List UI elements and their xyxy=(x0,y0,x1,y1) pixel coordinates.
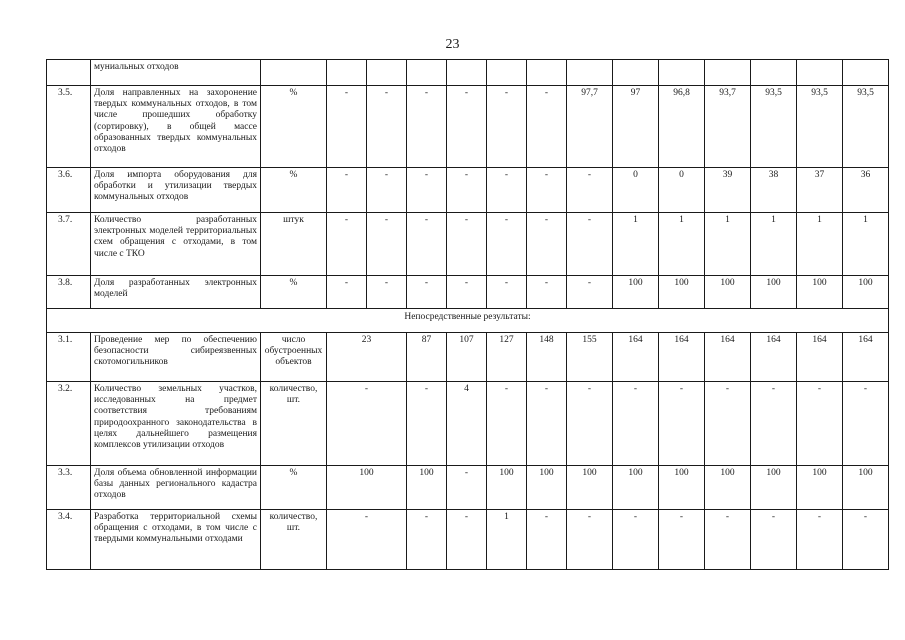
unit-cell: штук xyxy=(261,213,327,276)
value-cell xyxy=(407,60,447,86)
table-row xyxy=(47,333,889,382)
section-header: Непосредственные результаты: xyxy=(47,309,889,333)
value-cell: - xyxy=(843,382,889,466)
value-cell xyxy=(659,60,705,86)
value-cell: 155 xyxy=(567,333,613,382)
value-cell: 100 xyxy=(797,276,843,309)
value-cell: 93,5 xyxy=(843,86,889,168)
unit-cell: % xyxy=(261,86,327,168)
row-number: 3.7. xyxy=(47,213,91,276)
value-cell: - xyxy=(487,276,527,309)
section-row xyxy=(47,309,889,333)
unit-cell xyxy=(261,60,327,86)
indicator-name: Доля направленных на захоронение твердых коммунальных отходов, в том числе прошедших обработку (сортировку), в общей массе образованных твердых коммунальных отходов xyxy=(91,86,261,168)
value-cell: - xyxy=(447,168,487,213)
value-cell: 100 xyxy=(407,466,447,510)
value-cell: - xyxy=(487,382,527,466)
unit-cell: % xyxy=(261,168,327,213)
table-row xyxy=(47,382,889,466)
unit-cell: % xyxy=(261,466,327,510)
table-row xyxy=(47,168,889,213)
indicators-table xyxy=(46,59,889,570)
table-row xyxy=(47,276,889,309)
table-row xyxy=(47,510,889,570)
row-number: 3.5. xyxy=(47,86,91,168)
row-number: 3.1. xyxy=(47,333,91,382)
value-cell: 1 xyxy=(751,213,797,276)
value-cell: - xyxy=(527,510,567,570)
value-cell: - xyxy=(407,382,447,466)
value-cell: - xyxy=(567,168,613,213)
page-number: 23 xyxy=(445,37,460,52)
value-cell: 107 xyxy=(447,333,487,382)
value-cell: - xyxy=(843,510,889,570)
unit-cell: % xyxy=(261,276,327,309)
value-cell: - xyxy=(407,276,447,309)
indicator-name: Количество земельных участков, исследованных на предмет соответствия требованиям природоохранного законодательства в целях дальнейшего размещения комплексов утилизации отходов xyxy=(91,382,261,466)
value-cell: - xyxy=(447,276,487,309)
value-cell: 127 xyxy=(487,333,527,382)
value-cell: 100 xyxy=(327,466,407,510)
value-cell: - xyxy=(407,86,447,168)
value-cell: 100 xyxy=(751,466,797,510)
value-cell: 97 xyxy=(613,86,659,168)
value-cell: 100 xyxy=(797,466,843,510)
value-cell xyxy=(751,60,797,86)
value-cell: - xyxy=(447,213,487,276)
value-cell: 96,8 xyxy=(659,86,705,168)
value-cell: 100 xyxy=(705,466,751,510)
value-cell: - xyxy=(327,382,407,466)
value-cell: 97,7 xyxy=(567,86,613,168)
value-cell: 100 xyxy=(567,466,613,510)
value-cell: 164 xyxy=(751,333,797,382)
value-cell: 148 xyxy=(527,333,567,382)
value-cell: - xyxy=(327,168,367,213)
table-row xyxy=(47,466,889,510)
value-cell: - xyxy=(797,382,843,466)
value-cell: - xyxy=(797,510,843,570)
indicator-name: муниальных отходов xyxy=(91,60,261,86)
value-cell: 100 xyxy=(659,276,705,309)
value-cell xyxy=(843,60,889,86)
value-cell: 100 xyxy=(487,466,527,510)
value-cell xyxy=(613,60,659,86)
value-cell: 38 xyxy=(751,168,797,213)
value-cell: - xyxy=(367,213,407,276)
value-cell: 4 xyxy=(447,382,487,466)
value-cell: 1 xyxy=(843,213,889,276)
value-cell: - xyxy=(527,276,567,309)
value-cell: - xyxy=(327,276,367,309)
value-cell: 100 xyxy=(843,276,889,309)
table-row xyxy=(47,213,889,276)
value-cell: - xyxy=(659,510,705,570)
value-cell xyxy=(367,60,407,86)
row-number xyxy=(47,60,91,86)
value-cell xyxy=(705,60,751,86)
value-cell: 93,7 xyxy=(705,86,751,168)
value-cell: 164 xyxy=(613,333,659,382)
value-cell: - xyxy=(367,86,407,168)
value-cell: 1 xyxy=(487,510,527,570)
value-cell: 100 xyxy=(751,276,797,309)
value-cell: - xyxy=(527,213,567,276)
value-cell: - xyxy=(407,168,447,213)
row-number: 3.3. xyxy=(47,466,91,510)
value-cell: 0 xyxy=(613,168,659,213)
unit-cell: число обустроенных объектов xyxy=(261,333,327,382)
value-cell: - xyxy=(613,510,659,570)
value-cell: 1 xyxy=(613,213,659,276)
row-number: 3.8. xyxy=(47,276,91,309)
table-row xyxy=(47,60,889,86)
value-cell: - xyxy=(567,276,613,309)
indicator-name: Доля разработанных электронных моделей xyxy=(91,276,261,309)
value-cell: - xyxy=(487,86,527,168)
value-cell: 0 xyxy=(659,168,705,213)
indicator-name: Количество разработанных электронных моделей территориальных схем обращения с отходами, в том числе с ТКО xyxy=(91,213,261,276)
value-cell: 100 xyxy=(659,466,705,510)
value-cell: 164 xyxy=(705,333,751,382)
unit-cell: количество, шт. xyxy=(261,382,327,466)
value-cell: - xyxy=(367,276,407,309)
value-cell: 87 xyxy=(407,333,447,382)
value-cell: 1 xyxy=(797,213,843,276)
value-cell: - xyxy=(705,510,751,570)
value-cell: 37 xyxy=(797,168,843,213)
value-cell: - xyxy=(487,168,527,213)
row-number: 3.4. xyxy=(47,510,91,570)
value-cell: - xyxy=(705,382,751,466)
value-cell: - xyxy=(407,213,447,276)
value-cell: - xyxy=(613,382,659,466)
indicator-name: Доля импорта оборудования для обработки и утилизации твердых коммунальных отходов xyxy=(91,168,261,213)
indicator-name: Проведение мер по обеспечению безопасности сибиреязвенных скотомогильников xyxy=(91,333,261,382)
value-cell: - xyxy=(567,382,613,466)
value-cell: - xyxy=(567,213,613,276)
value-cell: - xyxy=(327,213,367,276)
value-cell: 100 xyxy=(843,466,889,510)
value-cell: - xyxy=(527,382,567,466)
value-cell xyxy=(447,60,487,86)
value-cell xyxy=(527,60,567,86)
value-cell: 100 xyxy=(705,276,751,309)
value-cell: 23 xyxy=(327,333,407,382)
row-number: 3.2. xyxy=(47,382,91,466)
indicator-name: Доля объема обновленной информации базы данных регионального кадастра отходов xyxy=(91,466,261,510)
value-cell: 164 xyxy=(843,333,889,382)
value-cell: - xyxy=(447,510,487,570)
value-cell: - xyxy=(367,168,407,213)
value-cell xyxy=(327,60,367,86)
value-cell: 100 xyxy=(613,276,659,309)
value-cell: - xyxy=(751,382,797,466)
value-cell: 39 xyxy=(705,168,751,213)
table-row xyxy=(47,86,889,168)
value-cell: - xyxy=(327,510,407,570)
unit-cell: количество, шт. xyxy=(261,510,327,570)
value-cell: - xyxy=(447,466,487,510)
value-cell: 93,5 xyxy=(797,86,843,168)
value-cell: - xyxy=(527,168,567,213)
indicator-name: Разработка территориальной схемы обращения с отходами, в том числе с твердыми коммунальными отходами xyxy=(91,510,261,570)
value-cell: - xyxy=(567,510,613,570)
value-cell: - xyxy=(487,213,527,276)
value-cell: 100 xyxy=(527,466,567,510)
value-cell: - xyxy=(659,382,705,466)
value-cell xyxy=(567,60,613,86)
value-cell: - xyxy=(327,86,367,168)
value-cell: 164 xyxy=(659,333,705,382)
value-cell: - xyxy=(527,86,567,168)
value-cell: 164 xyxy=(797,333,843,382)
value-cell: - xyxy=(751,510,797,570)
value-cell: 36 xyxy=(843,168,889,213)
row-number: 3.6. xyxy=(47,168,91,213)
value-cell xyxy=(797,60,843,86)
value-cell: 1 xyxy=(705,213,751,276)
value-cell: 100 xyxy=(613,466,659,510)
value-cell: 93,5 xyxy=(751,86,797,168)
value-cell: - xyxy=(447,86,487,168)
value-cell: 1 xyxy=(659,213,705,276)
value-cell xyxy=(487,60,527,86)
value-cell: - xyxy=(407,510,447,570)
